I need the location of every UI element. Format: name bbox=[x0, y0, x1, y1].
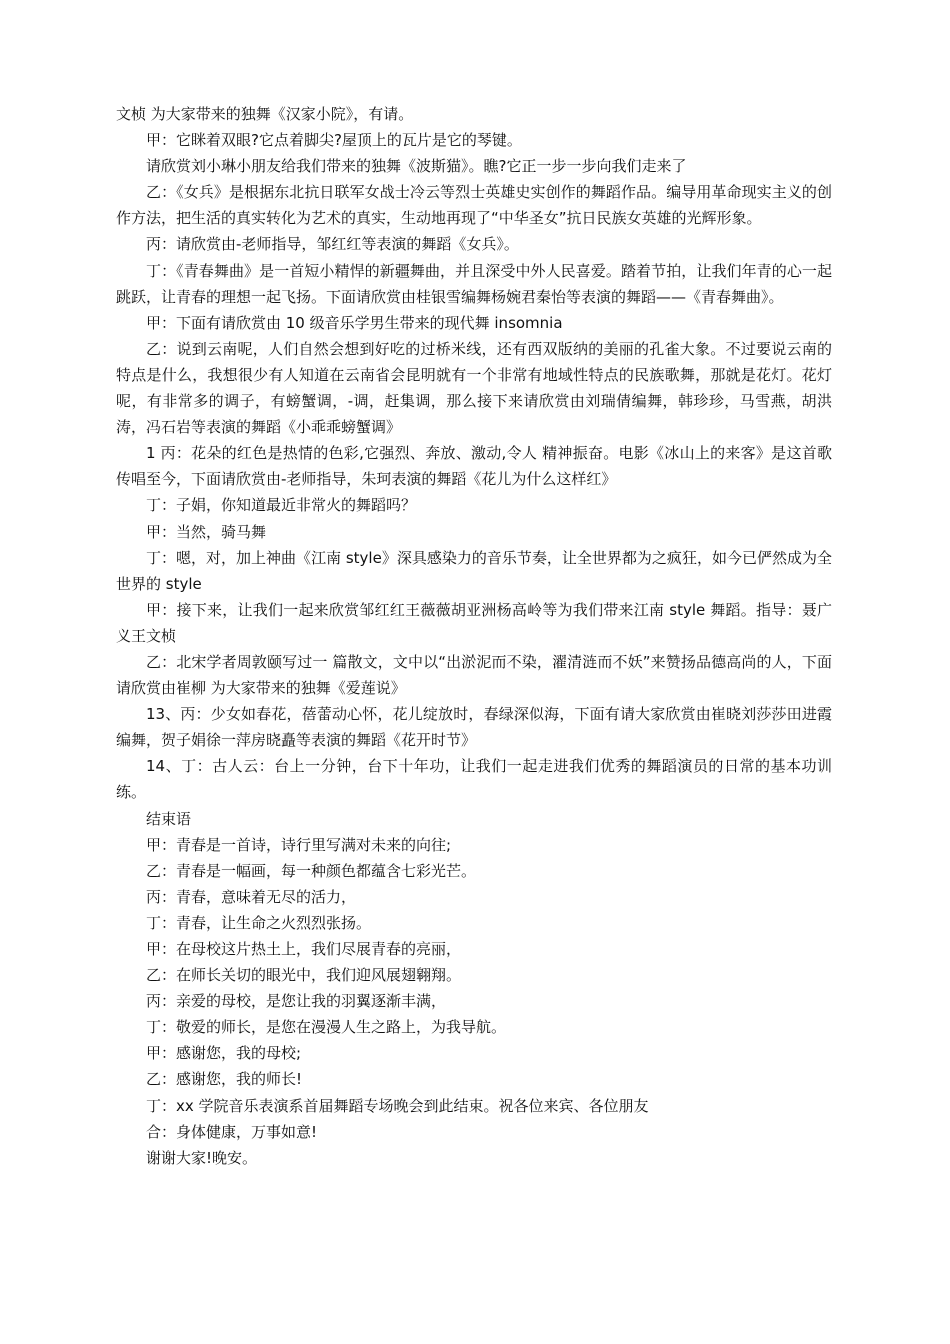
paragraph-3: 请欣赏刘小琳小朋友给我们带来的独舞《波斯猫》。瞧?它正一步一步向我们走来了 bbox=[146, 157, 687, 176]
paragraph-13: 甲：接下来，让我们一起来欣赏邹红红王薇薇胡亚洲杨高岭等为我们带来江南 style 舞蹈。指导：聂广义王文桢 bbox=[116, 600, 832, 645]
paragraph-16: 14、丁：古人云：台上一分钟，台下十年功，让我们一起走进我们优秀的舞蹈演员的日常的基本功训练。 bbox=[116, 757, 832, 802]
paragraph-2: 甲：它眯着双眼?它点着脚尖?屋顶上的瓦片是它的琴键。 bbox=[146, 131, 522, 150]
closing-line-1: 甲：青春是一首诗，诗行里写满对未来的向往; bbox=[146, 835, 452, 854]
closing-line-4: 丁：青春，让生命之火烈烈张扬。 bbox=[146, 913, 372, 932]
closing-line-7: 丙：亲爱的母校，是您让我的羽翼逐渐丰满， bbox=[146, 992, 447, 1011]
paragraph-6: 丁：《青春舞曲》是一首短小精悍的新疆舞曲，并且深受中外人民喜爱。踏着节拍，让我们年青的心一起跳跃，让青春的理想一起飞扬。下面请欣赏由桂银雪编舞杨婉君秦怡等表演的舞蹈——《青春舞曲》。 bbox=[116, 261, 832, 306]
paragraph-10: 丁：子娟，你知道最近非常火的舞蹈吗？ bbox=[146, 496, 417, 515]
closing-line-6: 乙：在师长关切的眼光中，我们迎风展翅翱翔。 bbox=[146, 966, 462, 985]
paragraph-4: 乙：《女兵》是根据东北抗日联军女战士冷云等烈士英雄史实创作的舞蹈作品。编导用革命现实主义的创作方法，把生活的真实转化为艺术的真实，生动地再现了“中华圣女”抗日民族女英雄的光辉形象。 bbox=[116, 183, 832, 228]
closing-line-2: 乙：青春是一幅画，每一种颜色都蕴含七彩光芒。 bbox=[146, 861, 477, 880]
closing-heading: 结束语 bbox=[146, 809, 192, 828]
paragraph-9: 1 丙：花朵的红色是热情的色彩,它强烈、奔放、激动,令人 精神振奋。电影《冰山上的来客》是这首歌传唱至今，下面请欣赏由-老师指导，朱珂表演的舞蹈《花儿为什么这样红》 bbox=[116, 444, 832, 489]
document-body bbox=[116, 101, 832, 1171]
paragraph-1: 文桢 为大家带来的独舞《汉家小院》，有请。 bbox=[116, 105, 414, 123]
closing-line-10: 乙：感谢您，我的师长! bbox=[146, 1070, 303, 1089]
paragraph-5: 丙：请欣赏由-老师指导，邹红红等表演的舞蹈《女兵》。 bbox=[146, 235, 519, 254]
paragraph-7: 甲：下面有请欣赏由 10 级音乐学男生带来的现代舞 insomnia bbox=[146, 313, 563, 332]
paragraph-8: 乙：说到云南呢，人们自然会想到好吃的过桥米线，还有西双版纳的美丽的孔雀大象。不过要说云南的特点是什么，我想很少有人知道在云南省会昆明就有一个非常有地域性特点的民族歌舞，那就是花灯。花灯呢，有非常多的调子，有螃蟹调，-调，赶集调，那么接下来请欣赏由刘瑞倩编舞，韩珍珍，马雪燕，胡洪涛，冯石岩等表演的舞蹈《小乖乖螃蟹调》 bbox=[116, 339, 832, 437]
paragraph-12: 丁：嗯，对，加上神曲《江南 style》深具感染力的音乐节奏，让全世界都为之疯狂，如今已俨然成为全世界的 style bbox=[116, 548, 832, 593]
paragraph-11: 甲：当然，骑马舞 bbox=[146, 522, 267, 541]
closing-line-11: 丁：xx 学院音乐表演系首届舞蹈专场晚会到此结束。祝各位来宾、各位朋友 bbox=[146, 1096, 649, 1115]
closing-line-13: 谢谢大家!晚安。 bbox=[146, 1148, 258, 1167]
closing-line-3: 丙：青春，意味着无尽的活力， bbox=[146, 887, 357, 906]
closing-line-9: 甲：感谢您，我的母校; bbox=[146, 1044, 302, 1063]
closing-line-12: 合：身体健康，万事如意! bbox=[146, 1122, 318, 1141]
paragraph-14: 乙：北宋学者周敦颐写过一 篇散文，文中以“出淤泥而不染，濯清涟而不妖”来赞扬品德高尚的人，下面请欣赏由崔柳 为大家带来的独舞《爱莲说》 bbox=[116, 652, 832, 698]
closing-line-8: 丁：敬爱的师长，是您在漫漫人生之路上，为我导航。 bbox=[146, 1018, 507, 1037]
closing-line-5: 甲：在母校这片热土上，我们尽展青春的亮丽， bbox=[146, 940, 462, 958]
paragraph-15: 13、丙：少女如春花，蓓蕾动心怀，花儿绽放时，春绿深似海，下面有请大家欣赏由崔晓刘莎莎田进霞编舞，贺子娟徐一萍房晓矗等表演的舞蹈《花开时节》 bbox=[116, 705, 832, 750]
